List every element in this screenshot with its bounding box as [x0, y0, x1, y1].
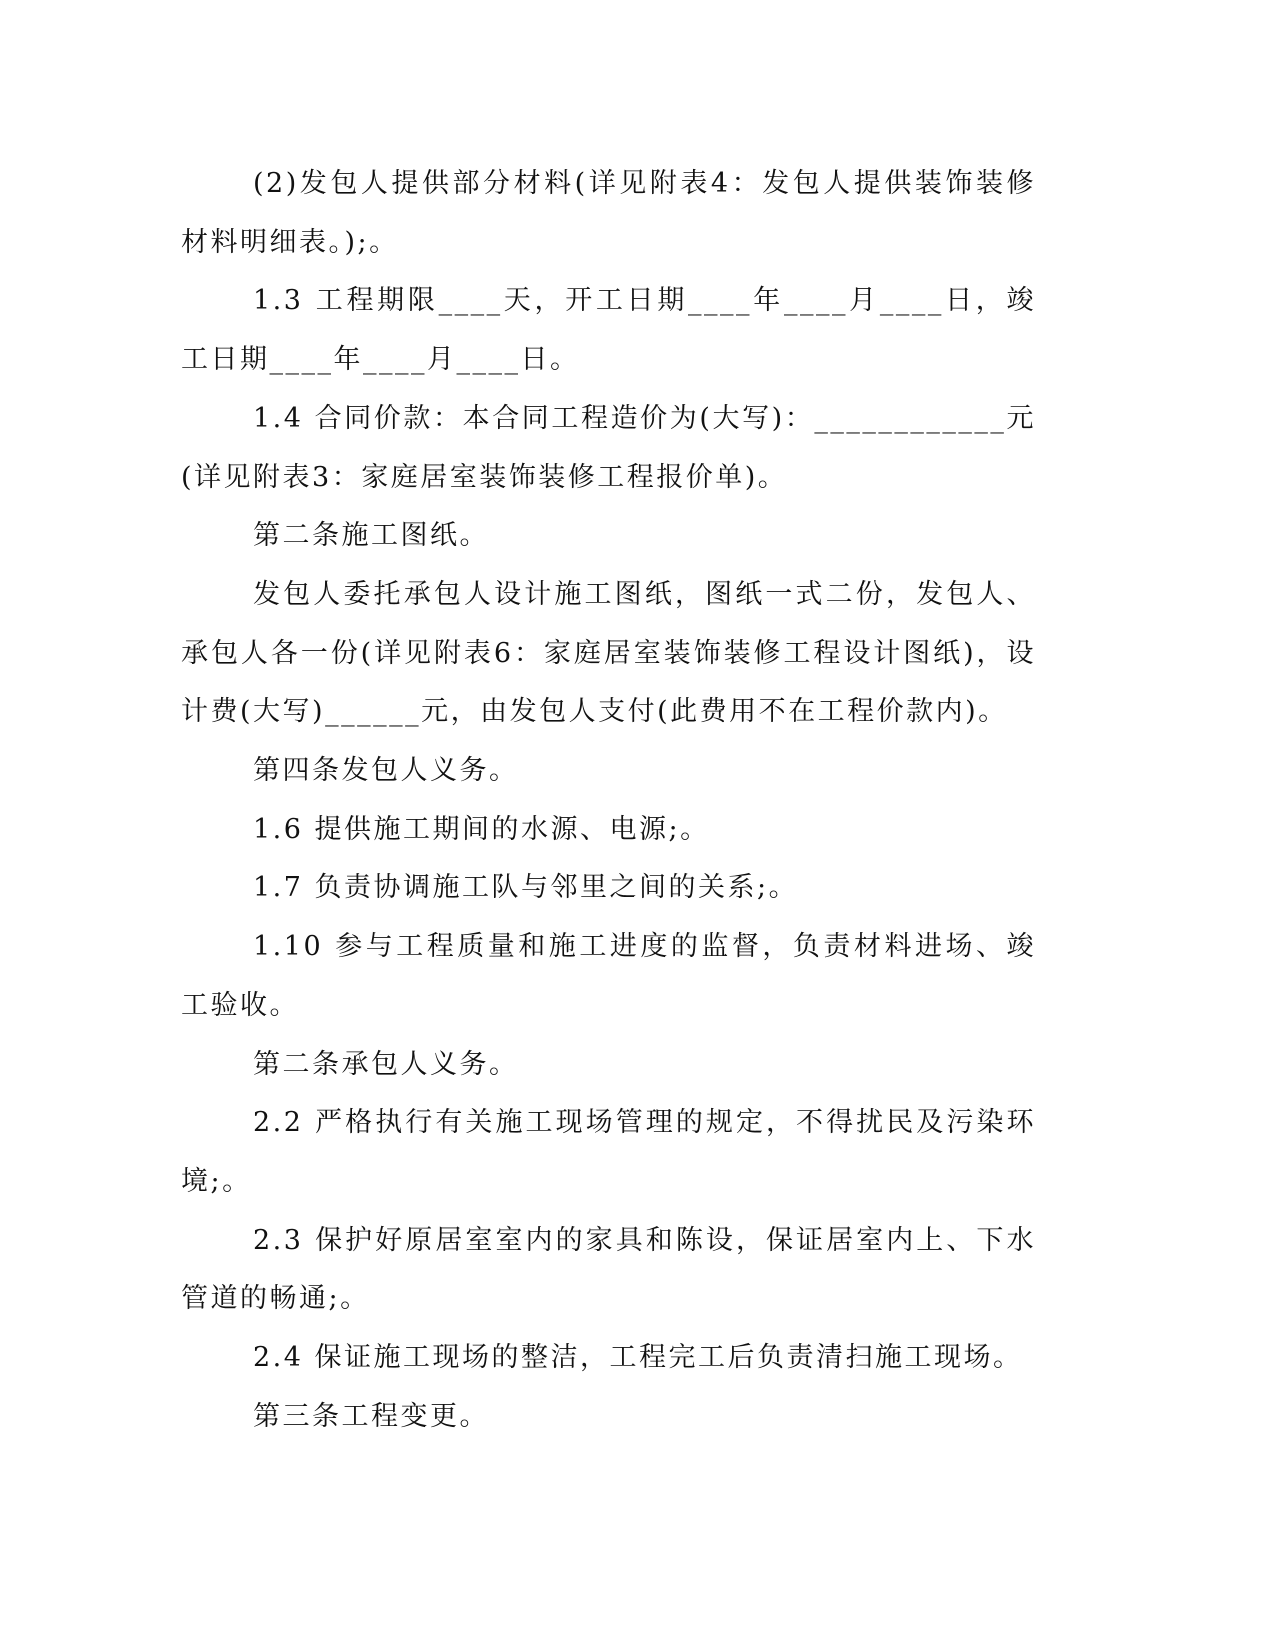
paragraph-water-power: 1.6 提供施工期间的水源、电源;。 [253, 813, 710, 845]
paragraph-protect-furniture: 2.3 保护好原居室室内的家具和陈设，保证居室内上、下水管道的畅通;。 [181, 1224, 1036, 1315]
paragraph-quality-supervision: 1.10 参与工程质量和施工进度的监督，负责材料进场、竣工验收。 [181, 931, 1036, 1021]
paragraph-materials-provided: (2)发包人提供部分材料(详见附表4：发包人提供装饰装修材料明细表。);。 [181, 168, 1036, 258]
heading-project-changes: 第三条工程变更。 [253, 1400, 489, 1432]
heading-construction-drawings: 第二条施工图纸。 [253, 520, 489, 552]
paragraph-site-cleanliness: 2.4 保证施工现场的整洁，工程完工后负责清扫施工现场。 [253, 1342, 1023, 1374]
paragraph-site-management: 2.2 严格执行有关施工现场管理的规定，不得扰民及污染环境;。 [181, 1107, 1036, 1197]
paragraph-neighbor-coordination: 1.7 负责协调施工队与邻里之间的关系;。 [253, 872, 799, 904]
paragraph-project-period: 1.3 工程期限____天，开工日期____年____月____日，竣工日期____年____月____日。 [181, 285, 1036, 376]
heading-contractor-obligations: 第二条承包人义务。 [253, 1048, 519, 1080]
paragraph-contract-price: 1.4 合同价款：本合同工程造价为(大写)：____________元(详见附表3：家庭居室装饰装修工程报价单)。 [181, 402, 1036, 493]
document-body [181, 155, 1036, 1446]
paragraph-drawing-design: 发包人委托承包人设计施工图纸，图纸一式二份，发包人、承包人各一份(详见附表6：家庭居室装饰装修工程设计图纸)，设计费(大写)______元，由发包人支付(此费用不在工程价款内)。 [181, 578, 1036, 728]
heading-employer-obligations: 第四条发包人义务。 [253, 755, 519, 787]
